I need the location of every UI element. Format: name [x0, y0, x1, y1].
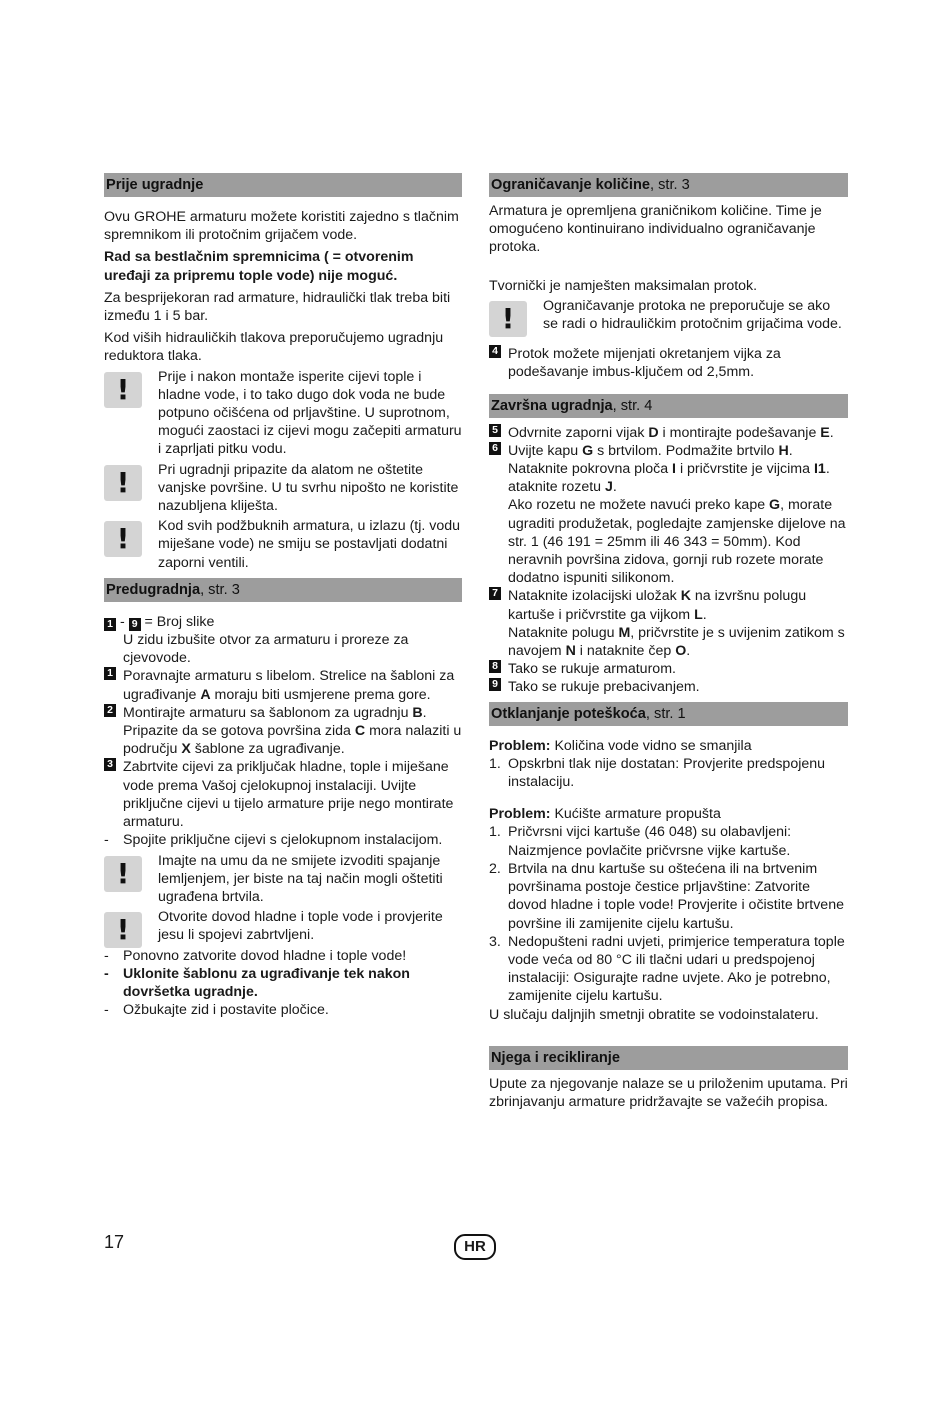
warning-text: Kod svih podžbuknih armatura, u izlazu (tj. vodu miješane vode) ne smiju se postavljati dodatni zaporni ventili. — [158, 518, 461, 571]
language-badge: HR — [454, 1234, 496, 1260]
warning-icon: ! — [104, 465, 142, 501]
warning-icon: ! — [489, 301, 527, 337]
step-9: 9 Tako se rukuje prebacivanjem. — [489, 678, 848, 696]
step-2: 2 Montirajte armaturu sa šablonom za ugradnju B. Pripazite da se gotova površina zida C mora nalaziti u području X šablone za ugrađivanje. — [104, 704, 462, 759]
right-column — [489, 173, 848, 1115]
step-number: 1 — [104, 667, 116, 680]
numbered-item: 1. Opskrbni tlak nije dostatan: Provjerite predspojenu instalaciju. — [489, 755, 826, 791]
step-5: 5 Odvrnite zaporni vijak D i montirajte podešavanje E. — [489, 424, 848, 442]
warning-icon: ! — [104, 372, 142, 408]
step-number: 5 — [489, 424, 501, 437]
warning-block — [104, 908, 462, 947]
numbered-item: 3. Nedopušteni radni uvjeti, primjerice temperatura tople vode veća od 80 °C ili tlačni udari u predspojenoj instalaciji: Osigurajte radne uvjete. Ako je potrebno, zamijenite cijelu kartušu. — [489, 933, 845, 1005]
step-number: 6 — [489, 442, 501, 455]
warning-block — [104, 852, 462, 907]
instruction: U zidu izbušite otvor za armaturu i proreze za cjevovode. — [123, 632, 409, 667]
dash-item: - Spojite priključne cijevi s cjelokupnom instalacijom. — [104, 832, 443, 849]
step-number: 4 — [489, 345, 501, 358]
dash-item: - Ožbukajte zid i postavite pločice. — [104, 1002, 329, 1019]
section-header-predugradnja: Predugradnja, str. 3 — [104, 578, 462, 602]
dash-item: - Ponovno zatvorite dovod hladne i tople vode! — [104, 947, 407, 964]
numbered-item: 1. Pričvrsni vijci kartuše (46 048) su olabavljeni: Naizmjence povlačite pričvrsne vijke kartuše. — [489, 824, 792, 859]
warning-text: Ograničavanje protoka ne preporučuje se ako se radi o hidrauličkim protočnim grijačima vode. — [543, 297, 842, 333]
step-8: 8 Tako se rukuje armaturom. — [489, 660, 848, 678]
step-1: 1 Poravnajte armaturu s libelom. Strelice na šabloni za ugrađivanje A moraju biti usmjerene prema gore. — [104, 667, 462, 703]
paragraph: U slučaju daljnjih smetnji obratite se vodoinstalateru. — [489, 1006, 819, 1023]
section-header-njega: Njega i recikliranje — [489, 1046, 848, 1070]
problem-2: Problem: Kućište armature propušta — [489, 806, 721, 823]
page-number: 17 — [104, 1232, 125, 1252]
paragraph: Tvornički je namješten maksimalan protok. — [489, 277, 758, 294]
paragraph: Upute za njegovanje nalaze se u priloženim uputama. Pri zbrinjavanju armature pridržavajte se važećih propisa. — [489, 1075, 848, 1110]
paragraph: Armatura je opremljena graničnikom količine. Time je omogućeno kontinuirano individualno ograničavanje protoka. — [489, 203, 822, 256]
warning-block — [104, 368, 462, 459]
paragraph: Za besprijekoran rad armature, hidraulički tlak treba biti između 1 i 5 bar. — [104, 289, 451, 325]
warning-text: Otvorite dovod hladne i tople vode i provjerite jesu li spojevi zabrtvljeni. — [158, 909, 443, 944]
dash-item-bold: - Uklonite šablonu za ugrađivanje tek nakon dovršetka ugradnje. — [104, 965, 410, 1000]
figure-range: 1 - 9 = Broj slike — [104, 613, 462, 631]
step-number: 2 — [104, 704, 116, 717]
paragraph-bold: Rad sa bestlačnim spremnicima ( = otvorenim uređaji za pripremu tople vode) nije moguć. — [104, 249, 414, 284]
warning-block — [104, 461, 462, 516]
left-column — [104, 173, 462, 1019]
warning-icon: ! — [104, 856, 142, 892]
problem-1: Problem: Količina vode vidno se smanjila — [489, 737, 752, 754]
step-6: 6 Uvijte kapu G s brtvilom. Podmažite brtvilo H. Nataknite pokrovna ploča I i pričvrstite je vijcima I1. ataknite rozetu J. Ako rozetu ne možete navući preko kape G, morate ugraditi produžetak, pogledajte zamjenske dijelove na str. 1 (46 191 = 25mm ili 46 343 = 50mm). Kod neravnih površina zidova, gornji rub rozete morate dodatno ispuniti silikonom. — [489, 442, 848, 588]
section-header-prije-ugradnje: Prije ugradnje — [104, 173, 462, 197]
step-number: 9 — [489, 678, 501, 691]
warning-block — [104, 517, 462, 572]
paragraph: Ovu GROHE armaturu možete koristiti zajedno s tlačnim spremnikom ili protočnim grijačem vode. — [104, 209, 459, 244]
section-header-ogranicavanje: Ograničavanje količine, str. 3 — [489, 173, 848, 197]
step-7: 7 Nataknite izolacijski uložak K na izvršnu polugu kartuše i pričvrstite ga vijkom L. Nataknite polugu M, pričvrstite je s uvijenim zatikom s navojem N i nataknite čep O. — [489, 587, 848, 660]
step-number: 3 — [104, 758, 116, 771]
step-number: 9 — [129, 618, 141, 631]
numbered-item: 2. Brtvila na dnu kartuše su oštećena ili na brtvenim površinama postoje čestice prljavštine: Zatvorite dovod hladne i tople vode! Provjerite i očistite brtvene površine ili zamijenite cijelu kartušu. — [489, 860, 844, 932]
warning-icon: ! — [104, 912, 142, 948]
step-number: 1 — [104, 618, 116, 631]
step-4: 4 Protok možete mijenjati okretanjem vijka za podešavanje imbus-ključem od 2,5mm. — [489, 345, 848, 381]
paragraph: Kod viših hidrauličkih tlakova preporučujemo ugradnju reduktora tlaka. — [104, 330, 444, 365]
section-header-otklanjanje: Otklanjanje poteškoća, str. 1 — [489, 702, 848, 726]
step-number: 8 — [489, 660, 501, 673]
warning-text: Pri ugradnji pripazite da alatom ne oštetite vanjske površine. U tu svrhu nipošto ne koristite nazubljena kliješta. — [158, 461, 459, 515]
warning-icon: ! — [104, 521, 142, 557]
section-header-zavrsna: Završna ugradnja, str. 4 — [489, 394, 848, 418]
step-3: 3 Zabrtvite cijevi za priključak hladne, tople i miješane vode prema Vašoj cjelokupnoj instalaciji. Uvijte priključne cijevi u tijelo armature prije nego montirate armaturu. — [104, 758, 462, 831]
step-number: 7 — [489, 587, 501, 600]
warning-text: Prije i nakon montaže isperite cijevi tople i hladne vode, i to tako dugo dok voda ne bude potpuno očišćena od prljavštine. U suprotnom, mogući zaostaci iz cijevi mogu začepiti armaturu i zaprljati pitku vodu. — [158, 368, 462, 458]
warning-text: Imajte na umu da ne smijete izvoditi spajanje lemljenjem, jer biste na taj način mogli oštetiti ugrađena brtvila. — [158, 852, 443, 905]
warning-block — [489, 297, 848, 333]
